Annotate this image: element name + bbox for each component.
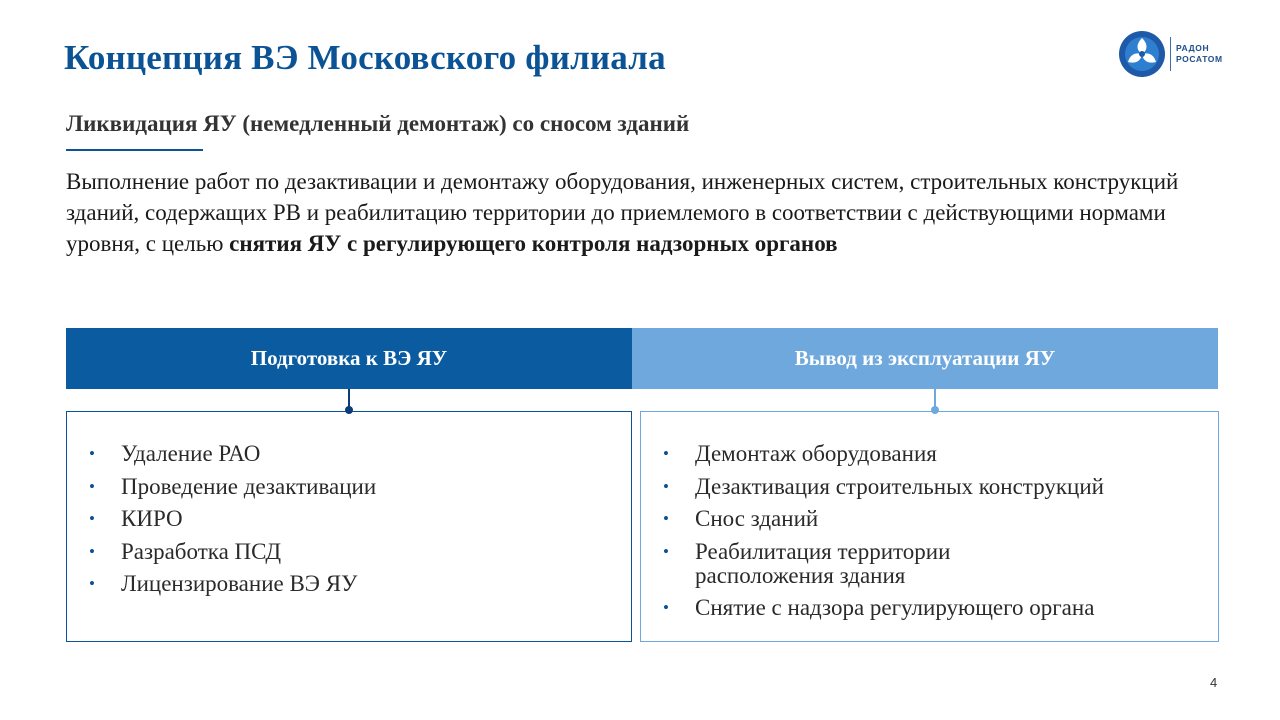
list-item-text: Лицензирование ВЭ ЯУ <box>121 571 358 596</box>
list-item <box>663 507 1203 531</box>
description-paragraph <box>66 166 1226 259</box>
page-number: 4 <box>1210 675 1218 690</box>
list-item-text: КИРО <box>121 506 183 531</box>
list-item-text: Демонтаж оборудования <box>695 441 937 466</box>
bullet-icon: • <box>663 444 669 463</box>
list-item <box>663 540 995 588</box>
radon-rosatom-logo <box>1118 28 1228 80</box>
list-item-text: Разработка ПСД <box>121 538 282 564</box>
bullet-icon: • <box>663 598 669 617</box>
list-item-text: Удаление РАО <box>121 441 261 466</box>
list-item <box>89 540 609 564</box>
column-header-preparation: Подготовка к ВЭ ЯУ <box>66 328 632 389</box>
slide-subtitle: Ликвидация ЯУ (немедленный демонтаж) со сносом зданий <box>66 111 690 136</box>
connector-dot-right <box>931 406 939 414</box>
slide-title: Концепция ВЭ Московского филиала <box>64 38 666 77</box>
subtitle-underline <box>66 149 203 151</box>
bullet-icon: • <box>89 509 95 528</box>
list-item <box>89 442 609 466</box>
list-item <box>89 475 609 499</box>
list-item-text: Проведение дезактивации <box>121 473 377 499</box>
list-item-text: Снос зданий <box>695 506 819 531</box>
list-item <box>663 475 1203 499</box>
logo-text <box>1176 43 1223 65</box>
logo-divider <box>1170 37 1171 71</box>
list-item <box>89 572 609 596</box>
list-item-text: Реабилитация территории расположения здания <box>695 538 951 588</box>
bullet-icon: • <box>89 476 95 496</box>
description-bold-text: снятия ЯУ с регулирующего контроля надзорных органов <box>229 231 838 256</box>
bullet-icon: • <box>663 509 669 528</box>
list-item-text: Снятие с надзора регулирующего органа <box>695 595 1095 620</box>
logo-text-radon: РАДОН <box>1176 43 1210 53</box>
preparation-list <box>89 442 609 605</box>
description-text: Выполнение работ по дезактивации и демонтажу оборудования, инженерных систем, строительных конструкций зданий, содержащих РВ и реабилитацию территории до приемлемого в соответствии с действующими нормами уровня, с целью <box>66 169 1179 256</box>
bullet-icon: • <box>89 541 95 561</box>
connector-dot-left <box>345 406 353 414</box>
bullet-icon: • <box>663 476 669 496</box>
decommissioning-list <box>663 442 1203 629</box>
rosatom-atom-icon <box>1118 30 1166 78</box>
decommissioning-box <box>640 411 1219 642</box>
bullet-icon: • <box>89 574 95 593</box>
column-header-decommissioning: Вывод из эксплуатации ЯУ <box>632 328 1218 389</box>
preparation-box <box>66 411 632 642</box>
logo-text-rosatom: РОСАТОМ <box>1176 54 1223 64</box>
list-item-text: Дезактивация строительных конструкций <box>695 473 1104 499</box>
list-item <box>663 596 1203 620</box>
list-item <box>663 442 1203 466</box>
list-item <box>89 507 609 531</box>
bullet-icon: • <box>663 541 669 561</box>
bullet-icon: • <box>89 444 95 463</box>
